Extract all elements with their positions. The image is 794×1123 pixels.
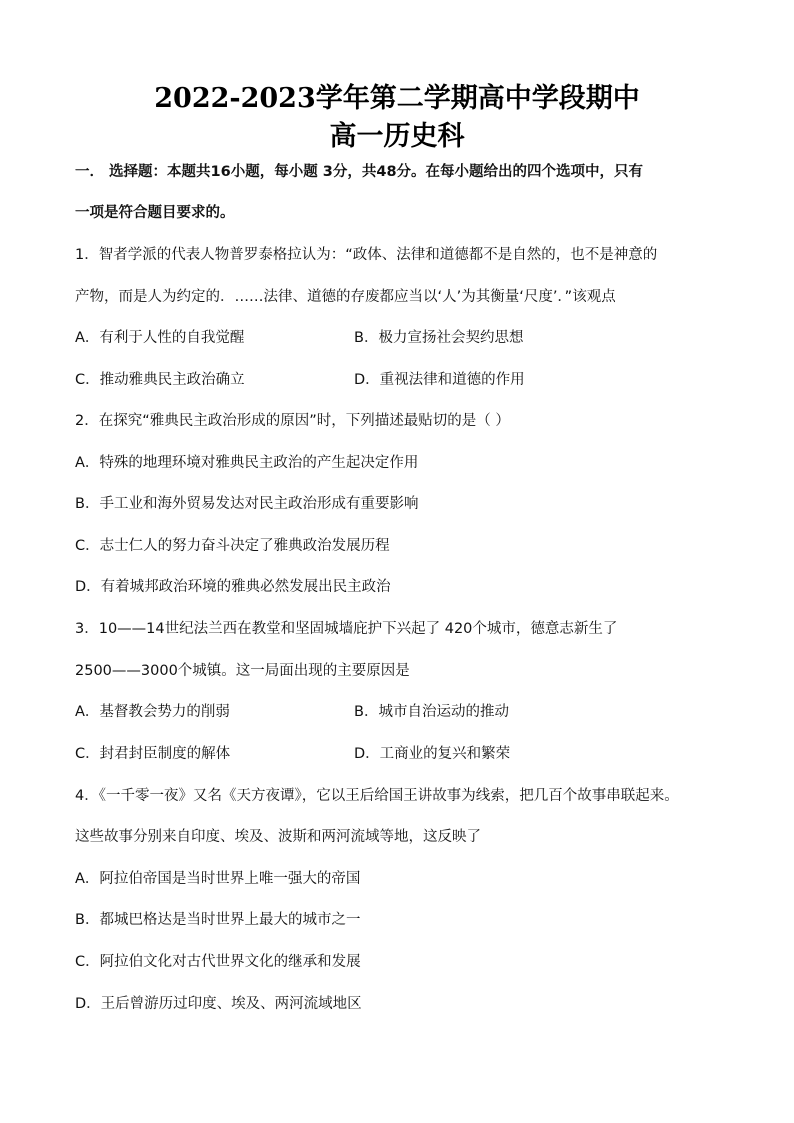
- question-2-stem: 2．在探究“雅典民主政治形成的原因”时，下列描述最贴切的是（ ）: [75, 413, 510, 429]
- question-2-option-c: C．志士仁人的努力奋斗决定了雅典政治发展历程: [75, 538, 390, 554]
- question-1-option-a: A．有利于人性的自我觉醒: [75, 330, 245, 346]
- question-2-option-a: A．特殊的地理环境对雅典民主政治的产生起决定作用: [75, 455, 419, 471]
- question-3-option-b: B．城市自治运动的推动: [354, 704, 509, 720]
- question-1-option-d: D．重视法律和道德的作用: [354, 372, 525, 388]
- exam-subject: 高一历史科: [329, 121, 465, 152]
- question-1-option-c: C．推动雅典民主政治确立: [75, 372, 245, 388]
- question-4-option-c: C．阿拉伯文化对古代世界文化的继承和发展: [75, 954, 361, 970]
- question-3-option-c: C．封君封臣制度的解体: [75, 746, 231, 762]
- question-4-option-a: A．阿拉伯帝国是当时世界上唯一强大的帝国: [75, 871, 361, 887]
- question-3-option-a: A．基督教会势力的削弱: [75, 704, 230, 720]
- question-1-option-b: B．极力宣扬社会契约思想: [354, 330, 524, 346]
- question-3-stem-line-1: 3．10——14世纪法兰西在教堂和坚固城墙庇护下兴起了 420个城市，德意志新生了: [75, 621, 618, 637]
- section-instructions-line-2: 一项是符合题目要求的。: [75, 205, 235, 221]
- question-2-option-d: D．有着城邦政治环境的雅典必然发展出民主政治: [75, 579, 391, 595]
- question-3-stem-line-2: 2500——3000个城镇。这一局面出现的主要原因是: [75, 663, 410, 679]
- exam-title: 2022-2023学年第二学期高中学段期中: [154, 83, 640, 114]
- question-3-option-d: D．工商业的复兴和繁荣: [354, 746, 511, 762]
- question-4-stem-line-2: 这些故事分别来自印度、埃及、波斯和两河流域等地，这反映了: [75, 829, 481, 845]
- question-4-stem-line-1: 4．《一千零一夜》又名《天方夜谭》，它以王后给国王讲故事为线索，把几百个故事串联起来。: [75, 788, 679, 804]
- section-instructions-line-1: 一． 选择题：本题共16小题，每小题 3分，共48分。在每小题给出的四个选项中，只有: [75, 164, 644, 180]
- question-4-option-d: D．王后曾游历过印度、埃及、两河流域地区: [75, 996, 362, 1012]
- question-1-stem-line-1: 1．智者学派的代表人物普罗泰格拉认为：“政体、法律和道德都不是自然的，也不是神意的: [75, 247, 658, 263]
- question-4-option-b: B．都城巴格达是当时世界上最大的城市之一: [75, 912, 361, 928]
- question-1-stem-line-2: 产物，而是人为约定的．……法律、道德的存废都应当以‘人’为其衡量‘尺度’．”该观点: [75, 289, 616, 305]
- question-2-option-b: B．手工业和海外贸易发达对民主政治形成有重要影响: [75, 496, 419, 512]
